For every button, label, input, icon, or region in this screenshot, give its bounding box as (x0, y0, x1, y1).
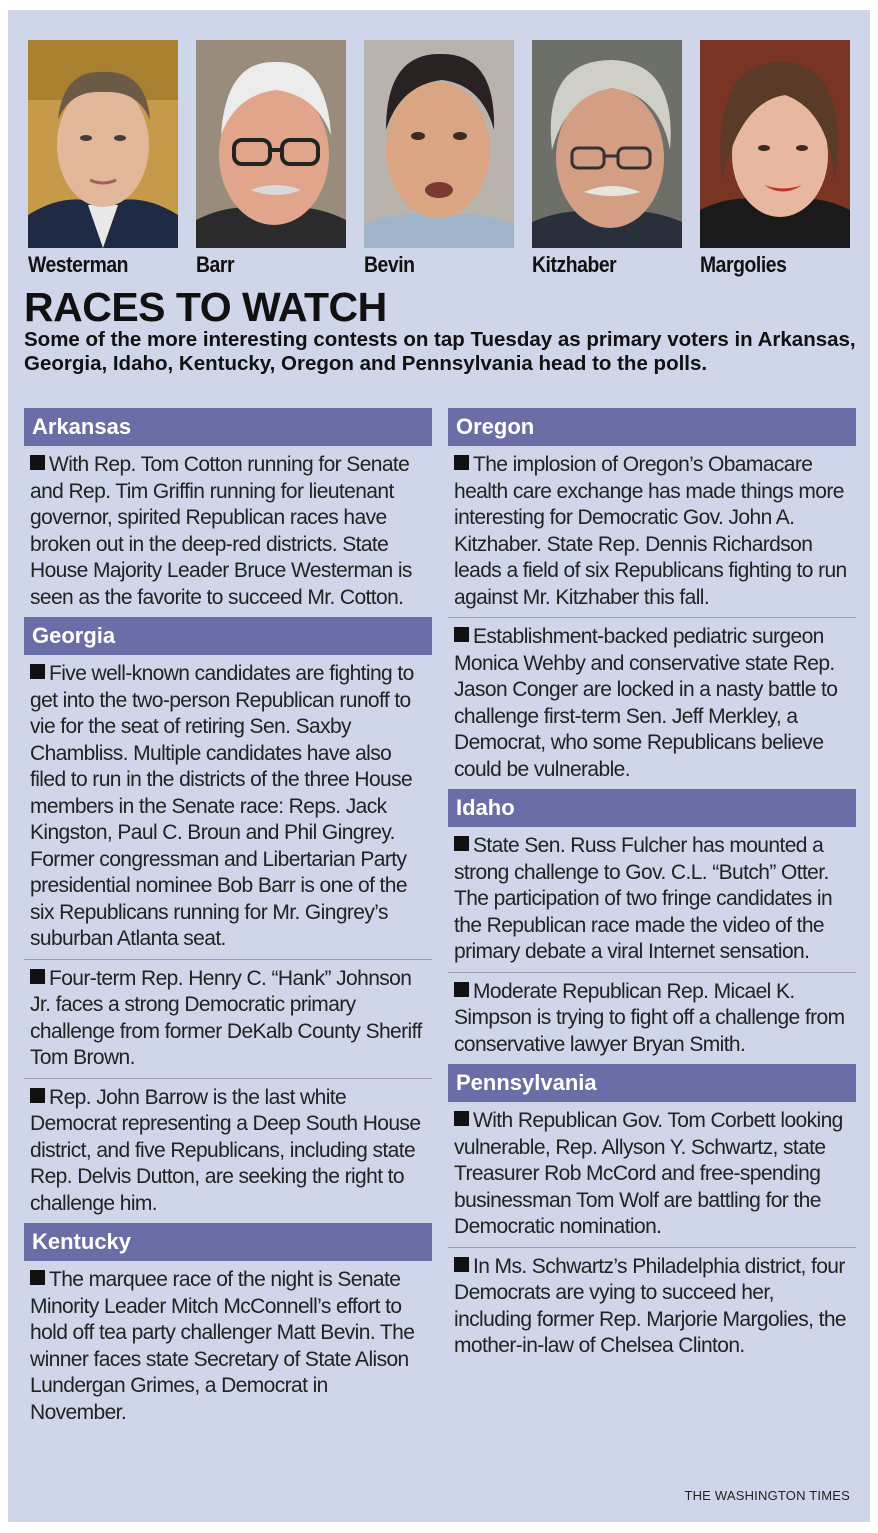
photo-name-kitzhaber: Kitzhaber (532, 252, 617, 277)
photo-kitzhaber (532, 40, 682, 248)
story-text: In Ms. Schwartz’s Philadelphia district, four Democrats are vying to succeed her, including former Rep. Marjorie Margolies, the mother-in-law of Chelsea Clinton. (454, 1254, 847, 1357)
story-item (24, 960, 432, 1079)
bullet-square-icon (454, 627, 469, 642)
source-credit: THE WASHINGTON TIMES (684, 1488, 850, 1503)
section-header-arkansas: Arkansas (24, 408, 432, 446)
subtitle: Some of the more interesting contests on tap Tuesday as primary voters in Arkansas, Georgia, Idaho, Kentucky, Oregon and Pennsylvania head to the polls. (24, 328, 856, 375)
story-text: With Republican Gov. Tom Corbett looking vulnerable, Rep. Allyson Y. Schwartz, state Treasurer Rob McCord and free-spending businessman Tom Wolf are battling for the Democratic nomination. (454, 1109, 843, 1238)
bullet-square-icon (454, 455, 469, 470)
story-item (24, 446, 432, 617)
story-item (448, 827, 856, 973)
story-item (448, 973, 856, 1065)
story-item (448, 1102, 856, 1248)
story-text: Moderate Republican Rep. Micael K. Simpson is trying to fight off a challenge from conservative lawyer Bryan Smith. (454, 979, 845, 1056)
portrait-icon (196, 40, 346, 248)
bullet-square-icon (454, 836, 469, 851)
left-column (24, 408, 432, 1432)
bullet-square-icon (30, 969, 45, 984)
story-text: With Rep. Tom Cotton running for Senate and Rep. Tim Griffin running for lieutenant governor, spirited Republican races have broken out in the deep-red districts. State House Majority Leader Bruce Westerman is seen as the favorite to succeed Mr. Cotton. (30, 453, 412, 609)
bullet-square-icon (30, 664, 45, 679)
story-text: The marquee race of the night is Senate Minority Leader Mitch McConnell’s effort to hold off tea party challenger Matt Bevin. The winner faces state Secretary of State Alison Lundergan Grimes, a Democrat in November. (30, 1268, 415, 1424)
story-text: Five well-known candidates are fighting to get into the two-person Republican runoff to vie for the seat of retiring Sen. Saxby Chambliss. Multiple candidates have also filed to run in the districts of the three House members in the Senate race: Reps. Jack Kingston, Paul C. Broun and Phil Gingrey. Former congressman and Libertarian Party presidential nominee Bob Barr is one of the six Republicans running for Mr. Gingrey’s suburban Atlanta seat. (30, 662, 414, 950)
graphic-panel (8, 10, 870, 1522)
story-text: State Sen. Russ Fulcher has mounted a strong challenge to Gov. C.L. “Butch” Otter. The participation of two fringe candidates in the Republican race made the video of the primary debate a viral Internet sensation. (454, 834, 833, 963)
bullet-square-icon (454, 982, 469, 997)
story-item (448, 1248, 856, 1366)
photo-name-westerman: Westerman (28, 252, 129, 277)
page-title: RACES TO WATCH (24, 284, 387, 330)
right-column (448, 408, 856, 1366)
portrait-icon (364, 40, 514, 248)
story-item (24, 1079, 432, 1224)
story-text: Rep. John Barrow is the last white Democrat representing a Deep South House district, and five Republicans, including state Rep. Delvis Dutton, are seeking the right to challenge him. (30, 1085, 421, 1215)
story-item (448, 446, 856, 618)
bullet-square-icon (454, 1111, 469, 1126)
section-header-pennsylvania: Pennsylvania (448, 1064, 856, 1102)
story-item (448, 618, 856, 789)
bullet-square-icon (30, 1088, 45, 1103)
bullet-square-icon (30, 455, 45, 470)
photo-name-barr: Barr (196, 252, 235, 277)
photo-margolies (700, 40, 850, 248)
portrait-icon (28, 40, 178, 248)
section-header-idaho: Idaho (448, 789, 856, 827)
story-text: The implosion of Oregon’s Obamacare health care exchange has made things more interesting for Democratic Gov. John A. Kitzhaber. State Rep. Dennis Richardson leads a field of six Republicans fighting to run against Mr. Kitzhaber this fall. (454, 453, 847, 609)
photo-bevin (364, 40, 514, 248)
section-header-georgia: Georgia (24, 617, 432, 655)
photo-name-margolies: Margolies (700, 252, 787, 277)
portrait-icon (700, 40, 850, 248)
bullet-square-icon (30, 1270, 45, 1285)
bullet-square-icon (454, 1257, 469, 1272)
section-header-kentucky: Kentucky (24, 1223, 432, 1261)
portrait-icon (532, 40, 682, 248)
story-text: Establishment-backed pediatric surgeon Monica Wehby and conservative state Rep. Jason Conger are locked in a nasty battle to challenge first-term Sen. Jeff Merkley, a Democrat, who some Republicans believe could be vulnerable. (454, 625, 838, 781)
story-text: Four-term Rep. Henry C. “Hank” Johnson Jr. faces a strong Democratic primary challenge from former DeKalb County Sheriff Tom Brown. (30, 966, 422, 1069)
section-header-oregon: Oregon (448, 408, 856, 446)
story-item (24, 1261, 432, 1432)
photo-barr (196, 40, 346, 248)
photo-name-bevin: Bevin (364, 252, 415, 277)
candidate-photos (28, 40, 850, 280)
photo-westerman (28, 40, 178, 248)
story-item (24, 655, 432, 960)
